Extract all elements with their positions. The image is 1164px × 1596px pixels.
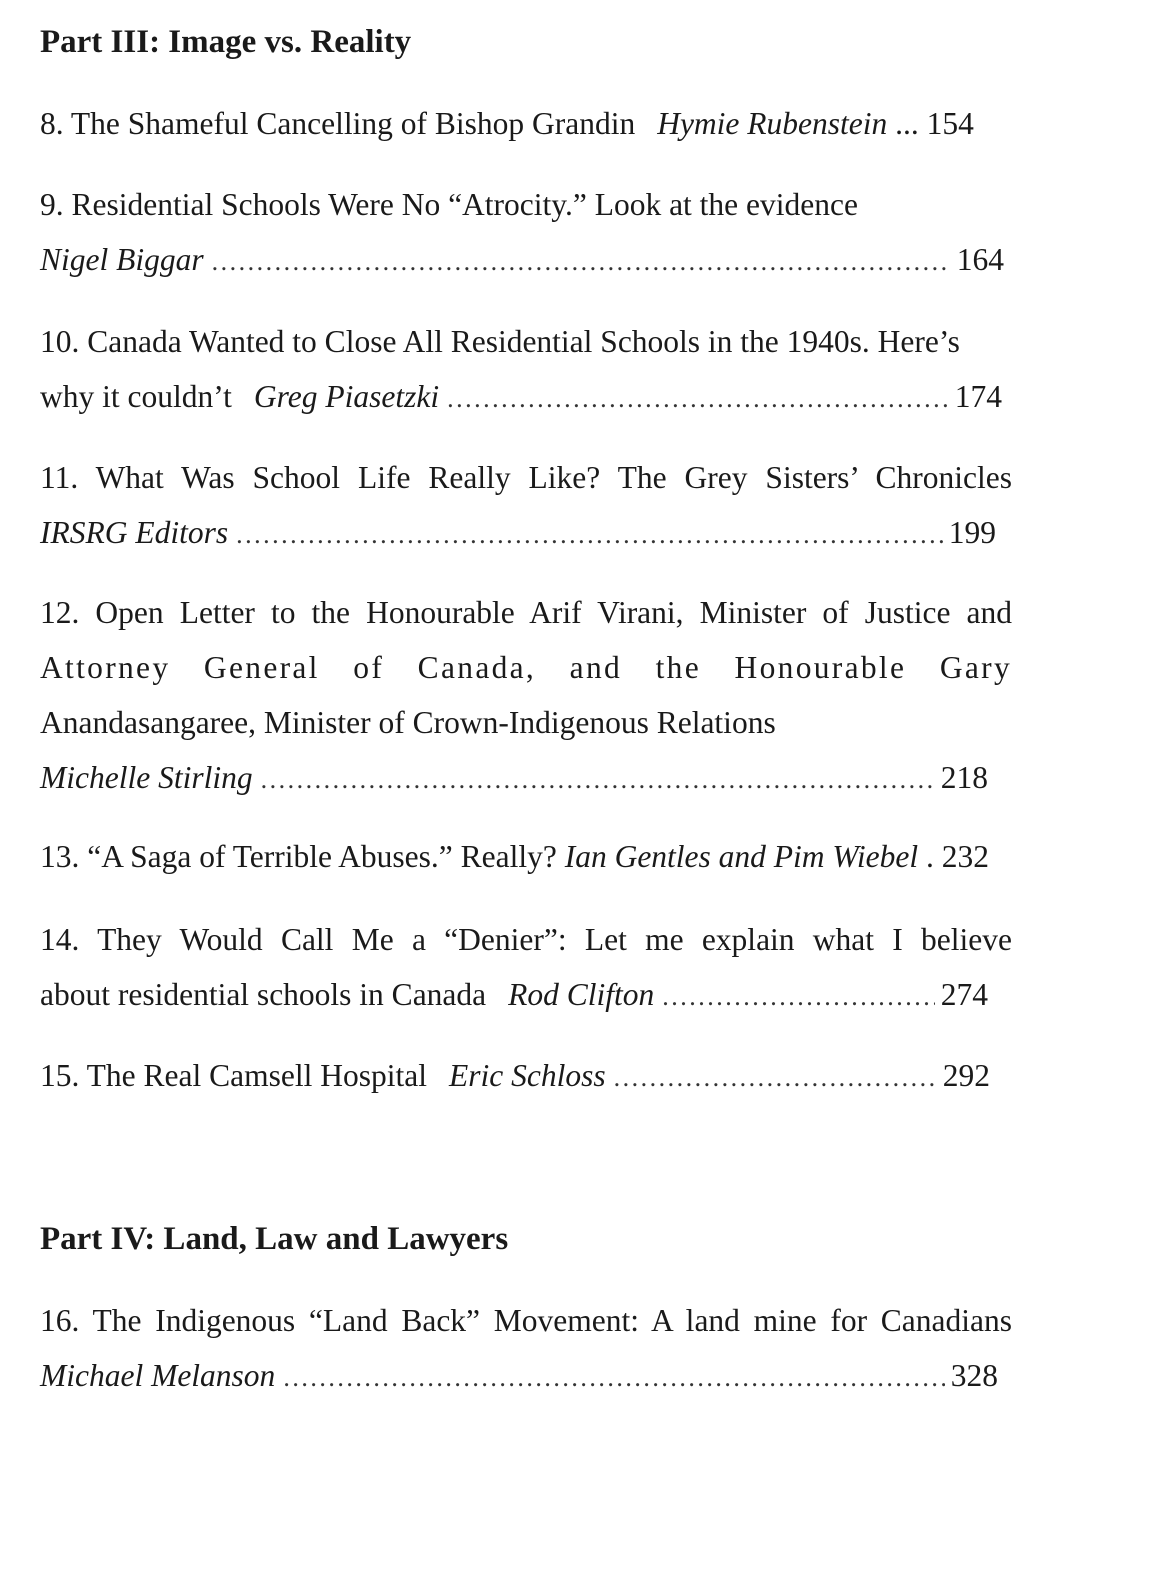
entry-author: Michelle Stirling: [40, 760, 253, 795]
entry-author: Eric Schloss: [448, 1058, 606, 1093]
part-3-heading: Part III: Image vs. Reality: [40, 24, 412, 60]
toc-entry-8: [40, 96, 1012, 151]
dot-leader: [261, 752, 935, 807]
entry-title: 13. “A Saga of Terrible Abuses.” Really?: [40, 839, 557, 874]
entry-page-number: 292: [942, 1058, 990, 1093]
entry-title: 11. What Was School Life Really Like? The Grey Sisters’ Chronicles: [40, 460, 1012, 495]
table-of-contents: [40, 0, 1012, 1596]
entry-page-number: 218: [940, 760, 988, 795]
entry-page-number: 154: [926, 106, 974, 141]
entry-title-line-2: why it couldn’t: [40, 379, 232, 414]
dot-leader: [212, 234, 951, 289]
entry-page-number: 274: [940, 977, 988, 1012]
entry-page-number: 232: [941, 839, 989, 874]
dot-leader: [236, 507, 943, 562]
entry-author: Greg Piasetzki: [253, 379, 440, 414]
entry-title: 16. The Indigenous “Land Back” Movement: A land mine for Canadians: [40, 1303, 1012, 1338]
toc-entry-13: [40, 829, 1012, 884]
entry-title: 9. Residential Schools Were No “Atrocity.” Look at the evidence: [40, 187, 858, 222]
toc-entry-16: [40, 1293, 1012, 1403]
entry-title: 15. The Real Camsell Hospital: [40, 1058, 427, 1093]
entry-page-number: 174: [954, 379, 1002, 414]
entry-title-line-3: Anandasangaree, Minister of Crown-Indigenous Relations: [40, 705, 776, 740]
toc-entry-12: [40, 585, 1012, 805]
entry-page-number: 164: [956, 242, 1004, 277]
entry-title-line-1: 12. Open Letter to the Honourable Arif Virani, Minister of Justice and: [40, 595, 1012, 630]
toc-entry-11: [40, 450, 1012, 560]
entry-leader: .: [926, 839, 934, 874]
entry-leader: ...: [895, 106, 919, 141]
entry-page-number: 328: [950, 1358, 998, 1393]
part-4-heading: Part IV: Land, Law and Lawyers: [40, 1221, 509, 1257]
entry-author: Ian Gentles and Pim Wiebel: [564, 839, 919, 874]
entry-page-number: 199: [948, 515, 996, 550]
entry-title-line-2: Attorney General of Canada, and the Honourable Gary: [40, 650, 1012, 685]
entry-author: IRSRG Editors: [40, 515, 229, 550]
toc-entry-14: [40, 912, 1012, 1022]
entry-author: Rod Clifton: [508, 977, 655, 1012]
entry-title-line-2: about residential schools in Canada: [40, 977, 487, 1012]
toc-entry-10: [40, 314, 1012, 424]
entry-author: Hymie Rubenstein: [657, 106, 888, 141]
entry-title-line-1: 10. Canada Wanted to Close All Residential Schools in the 1940s. Here’s: [40, 324, 960, 359]
entry-title-line-1: 14. They Would Call Me a “Denier”: Let me explain what I believe: [40, 922, 1012, 957]
entry-author: Michael Melanson: [40, 1358, 276, 1393]
toc-entry-9: [40, 177, 1012, 287]
entry-author: Nigel Biggar: [40, 242, 204, 277]
toc-entry-15: [40, 1048, 1012, 1103]
dot-leader: [614, 1050, 937, 1105]
dot-leader: [283, 1350, 944, 1405]
entry-title: 8. The Shameful Cancelling of Bishop Grandin: [40, 106, 636, 141]
dot-leader: [447, 371, 949, 426]
dot-leader: [662, 969, 934, 1024]
